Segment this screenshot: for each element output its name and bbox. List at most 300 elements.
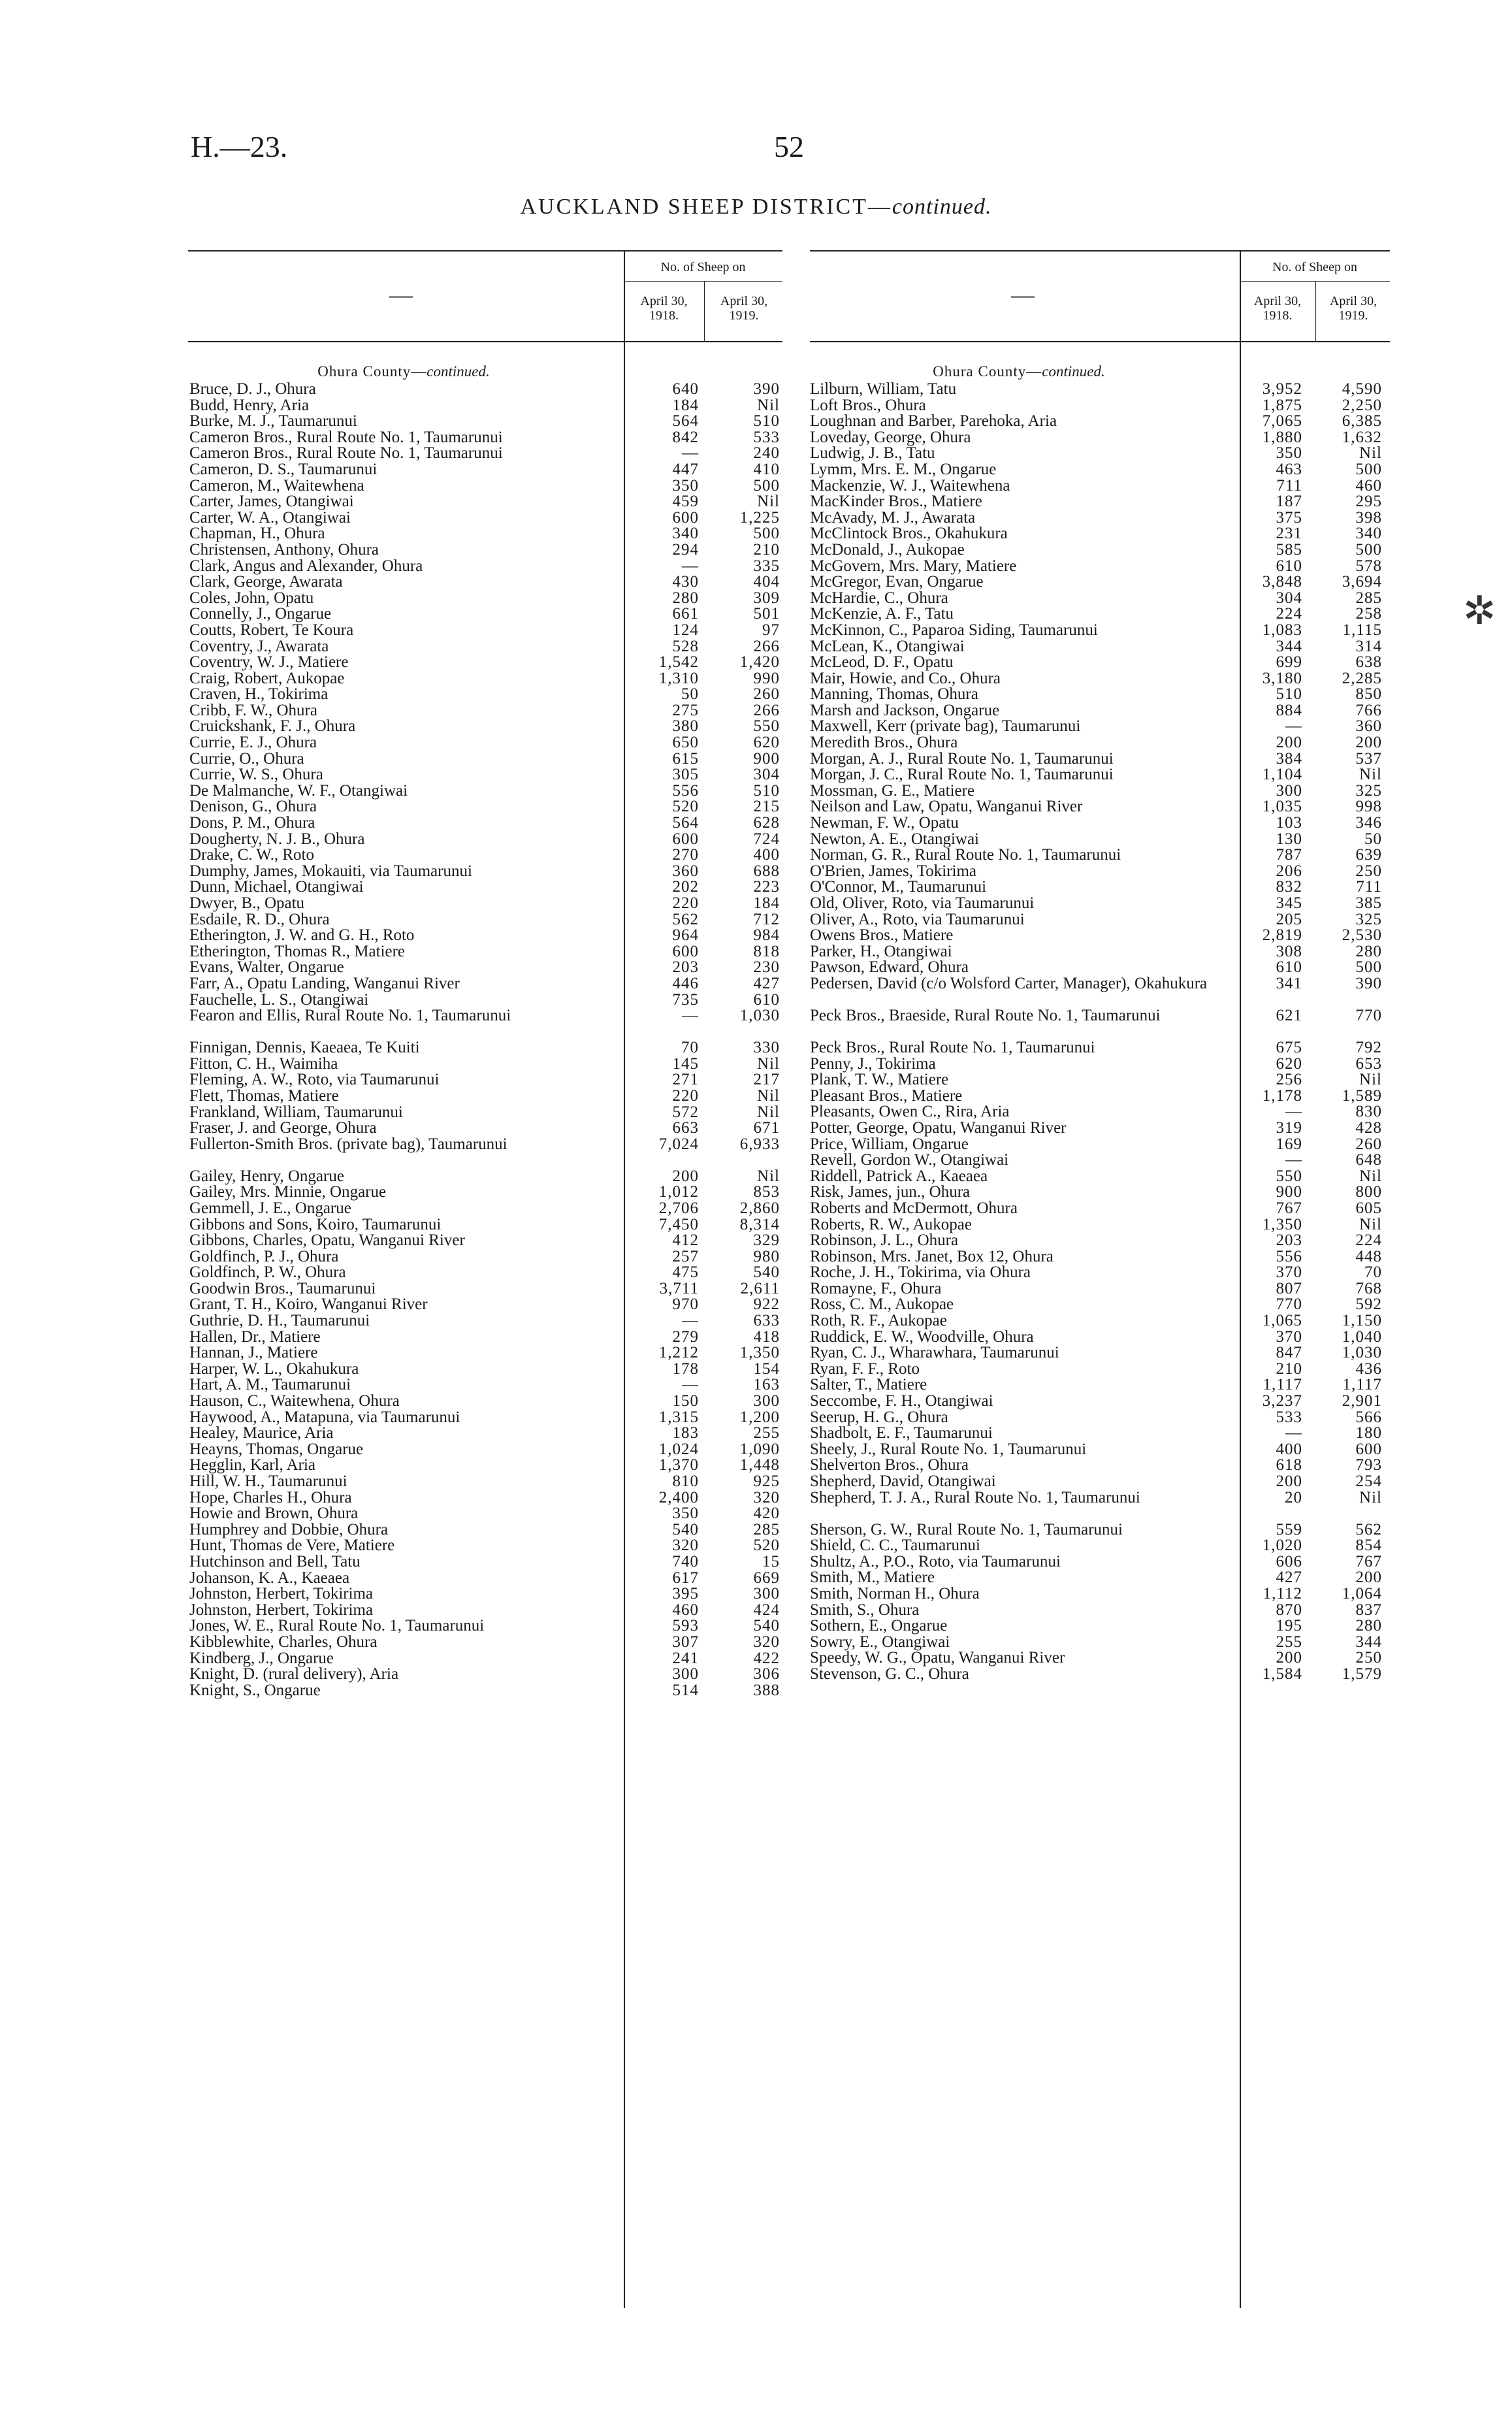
entry-name: Owens Bros., Matiere [810,926,954,945]
sheep-1918-value: 279 [672,1327,699,1346]
sheep-1918-value: 640 [672,380,699,398]
table-row [189,1137,780,1169]
table-row [189,462,780,478]
sheep-1919-value: 510 [753,781,780,800]
sheep-1918-value: — [1285,1103,1302,1121]
entry-name: Robinson, Mrs. Janet, Box 12, Ohura [810,1247,1054,1265]
sheep-1919-value: Nil [757,1054,780,1073]
sheep-1919-value: Nil [757,1086,780,1105]
sheep-1919-value: 260 [753,685,780,704]
sheep-1919-value: 6,933 [739,1135,780,1153]
table-row [189,1249,780,1265]
sheep-1919-value: 818 [753,942,780,960]
table-row [810,1522,1388,1538]
sheep-1918-value: 256 [1276,1071,1302,1089]
sheep-1919-value: 163 [753,1376,780,1394]
sheep-1918-value: — [1285,1424,1302,1442]
entry-name: Norman, G. R., Rural Route No. 1, Taumarunui [810,846,1121,864]
entry-name: Fauchelle, L. S., Otangiwai [189,990,369,1009]
table-row [810,559,1388,575]
sheep-1918-value: 308 [1276,942,1302,960]
sheep-1919-value: 1,632 [1342,428,1382,446]
entry-name: Dougherty, N. J. B., Ohura [189,830,365,848]
sheep-1919-value: Nil [757,493,780,511]
sheep-1919-value: 320 [753,1633,780,1651]
sheep-1919-value: 250 [1355,1649,1382,1667]
entry-name: Coutts, Robert, Te Koura [189,621,354,639]
entry-name: Howie and Brown, Ohura [189,1504,359,1523]
entry-name: Hegglin, Karl, Aria [189,1456,316,1474]
entry-name: MacKinder Bros., Matiere [810,493,982,511]
table-row [810,1650,1388,1667]
left-year-divider [704,281,705,341]
entry-name: Gailey, Henry, Ongarue [189,1167,344,1185]
table-row [810,1088,1388,1105]
sheep-1918-value: 220 [672,894,699,912]
entry-name: Haywood, A., Matapuna, via Taumarunui [189,1408,460,1426]
table-row [189,1088,780,1105]
sheep-1919-value: 306 [753,1665,780,1683]
entry-name: Hunt, Thomas de Vere, Matiere [189,1537,395,1555]
table-row [189,1474,780,1490]
sheep-1918-value: 2,706 [658,1199,699,1217]
sheep-1918-value: 319 [1276,1118,1302,1137]
table-row [810,1120,1388,1137]
entry-name: Loft Bros., Ohura [810,396,926,414]
sheep-1919-value: 533 [753,428,780,446]
entry-name: Hart, A. M., Taumarunui [189,1376,351,1394]
entry-name: Revell, Gordon W., Otangiwai [810,1151,1009,1169]
sheep-1919-value: 4,590 [1342,380,1382,398]
sheep-1918-value: 1,875 [1262,396,1302,414]
sheep-1919-value: 501 [753,605,780,623]
entry-name: Smith, M., Matiere [810,1569,935,1587]
entry-name: Clark, George, Awarata [189,573,343,591]
table-row [810,1410,1388,1426]
sheep-1919-value: 410 [753,460,780,478]
table-row [810,1618,1388,1634]
sheep-1918-value: 1,024 [658,1440,699,1458]
sheep-1919-value: 2,611 [740,1279,780,1297]
sheep-1918-value: 618 [1276,1456,1302,1474]
sheep-1918-value: — [682,1007,699,1025]
table-row [189,719,780,735]
sheep-1919-value: 3,694 [1342,573,1382,591]
table-row [189,992,780,1009]
entry-name: Robinson, J. L., Ohura [810,1231,959,1250]
table-row [189,655,780,671]
entry-name: Shepherd, David, Otangiwai [810,1472,996,1490]
left-county-subheading: Ohura County—continued. [317,363,490,380]
sheep-1919-value: 254 [1355,1472,1382,1490]
sheep-1918-value: 305 [672,766,699,784]
entry-name: Guthrie, D. H., Taumarunui [189,1312,370,1330]
sheep-1918-value: 7,065 [1262,412,1302,431]
sheep-1918-value: 787 [1276,846,1302,864]
sheep-1919-value: 385 [1355,894,1382,912]
entry-name: Oliver, A., Roto, via Taumarunui [810,910,1025,928]
entry-name: Connelly, J., Ongarue [189,605,332,623]
sheep-1919-value: 280 [1355,1617,1382,1635]
table-row [810,1474,1388,1490]
entry-name: Seccombe, F. H., Otangiwai [810,1392,993,1410]
entry-name: Manning, Thomas, Ohura [810,685,978,704]
right-header-bottom-rule [810,341,1390,342]
table-row [189,832,780,848]
right-header-dash: — [1011,282,1035,308]
sheep-1918-value: 7,450 [658,1215,699,1233]
table-row [189,1425,780,1442]
table-row [810,1313,1388,1329]
table-row [810,1554,1388,1570]
left-1919-header: April 30, 1919. [720,294,768,323]
sheep-1919-value: 266 [753,701,780,719]
sheep-1918-value: 384 [1276,749,1302,768]
sheep-1919-value: 1,040 [1342,1327,1382,1346]
table-row [189,1329,780,1346]
sheep-1919-value: 325 [1355,910,1382,928]
page-number: 52 [774,130,804,163]
sheep-1918-value: 430 [672,573,699,591]
sheep-1918-value: 178 [672,1359,699,1378]
table-row [189,1169,780,1185]
sheep-1918-value: — [682,1376,699,1394]
sheep-1918-value: 350 [672,1504,699,1523]
sheep-1918-value: — [1285,1151,1302,1169]
sheep-1919-value: Nil [1359,444,1382,463]
table-row [810,719,1388,735]
table-row [810,687,1388,703]
sheep-1918-value: 1,020 [1262,1537,1302,1555]
sheep-1919-value: 390 [753,380,780,398]
sheep-1918-value: 3,848 [1262,573,1302,591]
table-row [810,1490,1388,1522]
table-row [810,815,1388,832]
sheep-1918-value: 884 [1276,701,1302,719]
table-row [189,1008,780,1040]
sheep-1919-value: 230 [753,958,780,977]
sheep-1919-value: 2,530 [1342,926,1382,945]
sheep-1918-value: 600 [672,508,699,527]
entry-name: Coventry, J., Awarata [189,637,329,655]
sheep-1919-value: 260 [1355,1135,1382,1153]
entry-name: Jones, W. E., Rural Route No. 1, Taumarunui [189,1617,485,1635]
sheep-1919-value: 422 [753,1649,780,1667]
entry-name: Flett, Thomas, Matiere [189,1086,339,1105]
table-row [189,703,780,719]
entry-name: Price, William, Ongarue [810,1135,969,1153]
sheep-1919-value: Nil [1359,1488,1382,1506]
entry-name: Peck Bros., Braeside, Rural Route No. 1, Taumarunui [810,1006,1161,1024]
entry-name: Sowry, E., Otangiwai [810,1633,950,1651]
sheep-1919-value: Nil [757,396,780,414]
entry-name: Roche, J. H., Tokirima, via Ohura [810,1263,1031,1282]
entry-name: Drake, C. W., Roto [189,846,314,864]
sheep-1918-value: 380 [672,717,699,736]
entry-name: Sothern, E., Ongarue [810,1617,948,1635]
table-row [189,430,780,446]
sheep-1919-value: 853 [753,1183,780,1201]
sheep-1919-value: 2,901 [1342,1392,1382,1410]
sheep-1918-value: 514 [672,1681,699,1699]
sheep-1918-value: 675 [1276,1038,1302,1056]
table-row [810,446,1388,462]
sheep-1918-value: 842 [672,428,699,446]
entry-name: De Malmanche, W. F., Otangiwai [189,781,408,800]
sheep-1919-value: 1,420 [739,653,780,672]
sheep-1918-value: 400 [1276,1440,1302,1458]
sheep-1919-value: 768 [1355,1279,1382,1297]
sheep-1919-value: Nil [757,1103,780,1121]
sheep-1918-value: 345 [1276,894,1302,912]
entry-name: Cameron Bros., Rural Route No. 1, Taumarunui [189,428,503,446]
table-row [189,928,780,944]
sheep-1919-value: 620 [753,734,780,752]
left-sheep-rule [624,281,782,282]
left-header-dash: — [389,282,413,308]
entry-name: Pleasant Bros., Matiere [810,1086,963,1105]
sheep-1918-value: 412 [672,1231,699,1250]
entry-name: Hannan, J., Matiere [189,1344,318,1362]
entry-name: Plank, T. W., Matiere [810,1071,949,1089]
sheep-1919-value: 215 [753,798,780,816]
entry-name: Gailey, Mrs. Minnie, Ongarue [189,1183,387,1201]
sheep-1919-value: 266 [753,637,780,655]
sheep-1919-value: 1,350 [739,1344,780,1362]
sheep-1919-value: 500 [1355,958,1382,977]
sheep-1918-value: 620 [1276,1054,1302,1073]
table-row [810,1570,1388,1586]
sheep-1918-value: 1,584 [1262,1665,1302,1683]
sheep-1918-value: 1,112 [1263,1584,1302,1602]
entry-name: Gemmell, J. E., Ongarue [189,1199,351,1217]
table-row [189,799,780,815]
sheep-1918-value: 3,180 [1262,669,1302,687]
sheep-1918-value: 1,350 [1262,1215,1302,1233]
table-row [810,735,1388,751]
sheep-1918-value: 70 [681,1039,699,1057]
table-row [810,1008,1388,1040]
table-row [810,494,1388,510]
sheep-1919-value: 648 [1355,1151,1382,1169]
sheep-1918-value: 540 [672,1520,699,1538]
sheep-1918-value: 564 [672,412,699,431]
sheep-1919-value: 669 [753,1569,780,1587]
sheep-1919-value: 210 [753,540,780,559]
sheep-1918-value: 360 [672,862,699,880]
sheep-1918-value: 1,542 [658,653,699,672]
table-row [189,1040,780,1056]
entry-name: Currie, E. J., Ohura [189,734,317,752]
sheep-1919-value: 295 [1355,493,1382,511]
entry-name: Gibbons, Charles, Opatu, Wanganui River [189,1231,465,1250]
sheep-1918-value: 187 [1276,493,1302,511]
sheep-1919-value: 460 [1355,476,1382,495]
table-row [810,928,1388,944]
entry-name: Goodwin Bros., Taumarunui [189,1279,376,1297]
table-row [810,574,1388,591]
table-row [810,960,1388,976]
sheep-1919-value: 217 [753,1071,780,1089]
entry-name: Maxwell, Kerr (private bag), Taumarunui [810,717,1081,736]
sheep-1918-value: 427 [1276,1569,1302,1587]
sheep-1918-value: 533 [1276,1408,1302,1426]
sheep-1918-value: 600 [672,830,699,848]
table-row [810,783,1388,800]
entry-name: McKenzie, A. F., Tatu [810,605,954,623]
table-row [189,735,780,751]
sheep-1919-value: 255 [753,1424,780,1442]
sheep-1919-value: 592 [1355,1295,1382,1314]
table-row [189,1313,780,1329]
sheep-1919-value: 767 [1355,1552,1382,1570]
table-row [810,1602,1388,1619]
sheep-1919-value: 500 [1355,540,1382,559]
sheep-1918-value: 520 [672,798,699,816]
sheep-1918-value: 307 [672,1633,699,1651]
sheep-1919-value: 766 [1355,701,1382,719]
table-row [810,703,1388,719]
sheep-1919-value: 724 [753,830,780,848]
table-row [189,1281,780,1297]
sheep-1918-value: 600 [672,942,699,960]
entry-name: McKinnon, C., Paparoa Siding, Taumarunui [810,621,1098,639]
entry-name: Newman, F. W., Opatu [810,814,959,832]
entry-name: Shepherd, T. J. A., Rural Route No. 1, Taumarunui [810,1488,1140,1506]
sheep-1918-value: 606 [1276,1552,1302,1570]
left-header-bottom-rule [188,341,782,342]
entry-name: Bruce, D. J., Ohura [189,380,316,398]
table-row [189,944,780,960]
sheep-1919-value: 427 [753,974,780,992]
sheep-1918-value: 870 [1276,1601,1302,1619]
sheep-1919-value: 448 [1355,1247,1382,1265]
sheep-1918-value: 970 [672,1295,699,1314]
table-row [810,1393,1388,1410]
table-row [189,864,780,880]
table-row [810,1329,1388,1346]
sheep-1918-value: 767 [1276,1199,1302,1217]
table-row [189,1393,780,1410]
table-row [189,1506,780,1522]
sheep-1919-value: Nil [1359,1215,1382,1233]
sheep-1918-value: 3,952 [1262,380,1302,398]
sheep-1919-value: 537 [1355,749,1382,768]
entry-name: Harper, W. L., Okahukura [189,1359,359,1378]
sheep-1919-value: 325 [1355,781,1382,800]
table-row [189,1618,780,1634]
table-row [189,1570,780,1587]
sheep-1919-value: 578 [1355,557,1382,575]
sheep-1918-value: 1,370 [658,1456,699,1474]
sheep-1918-value: 7,024 [658,1135,699,1153]
sheep-1919-value: 335 [753,557,780,575]
sheep-1919-value: 550 [753,717,780,736]
sheep-1919-value: 285 [753,1520,780,1538]
sheep-1918-value: 810 [672,1472,699,1490]
sheep-1918-value: 375 [1276,508,1302,527]
table-row [810,1056,1388,1073]
sheep-1918-value: 271 [672,1071,699,1089]
table-row [810,1457,1388,1474]
sheep-1919-value: 1,115 [1342,621,1382,639]
table-row [189,414,780,430]
sheep-1919-value: Nil [1359,1167,1382,1185]
sheep-1919-value: 671 [753,1119,780,1137]
entry-name: Mackenzie, W. J., Waitewhena [810,476,1010,495]
table-row [810,1233,1388,1249]
sheep-1919-value: 600 [1355,1440,1382,1458]
entry-name: Coventry, W. J., Matiere [189,653,349,672]
sheep-1919-value: 1,448 [739,1456,780,1474]
table-row [189,1667,780,1683]
table-row [189,976,780,992]
sheep-1918-value: 200 [1276,1472,1302,1490]
right-county-subheading: Ohura County—continued. [933,363,1105,380]
entry-name: Shield, C. C., Taumarunui [810,1537,980,1555]
entry-name: Kibblewhite, Charles, Ohura [189,1633,378,1651]
table-row [810,847,1388,864]
sheep-1919-value: 300 [753,1585,780,1603]
sheep-1918-value: 224 [1276,605,1302,623]
sheep-1918-value: 556 [672,781,699,800]
sheep-1918-value: 206 [1276,862,1302,880]
sheep-1919-value: 70 [1364,1263,1382,1282]
entry-name: Etherington, Thomas R., Matiere [189,942,406,960]
sheep-1919-value: 922 [753,1295,780,1314]
sheep-1919-value: 1,030 [1342,1344,1382,1362]
entry-name: Peck Bros., Rural Route No. 1, Taumarunui [810,1038,1095,1056]
sheep-1918-value: 615 [672,749,699,768]
sheep-1918-value: 50 [681,685,699,704]
table-row [810,1361,1388,1378]
entry-name: Loughnan and Barber, Parehoka, Aria [810,412,1057,431]
table-row [189,574,780,591]
entry-name: Fearon and Ellis, Rural Route No. 1, Taumarunui [189,1007,511,1025]
table-row [189,1586,780,1602]
entry-name: Cameron Bros., Rural Route No. 1, Taumarunui [189,444,503,463]
report-reference: H.—23. [191,130,288,163]
entry-name: Lilburn, William, Tatu [810,380,957,398]
sheep-1919-value: 200 [1355,734,1382,752]
entry-name: Newton, A. E., Otangiwai [810,830,979,848]
sheep-1918-value: 202 [672,878,699,896]
entry-name: Gibbons and Sons, Koiro, Taumarunui [189,1215,442,1233]
table-row [810,1667,1388,1683]
entry-name: Carter, W. A., Otangiwai [189,508,351,527]
sheep-1919-value: 418 [753,1327,780,1346]
table-row [810,606,1388,623]
table-row [810,1040,1388,1056]
sheep-1919-value: 1,200 [739,1408,780,1426]
table-row [189,815,780,832]
entry-name: Pleasants, Owen C., Rira, Aria [810,1103,1010,1121]
table-row [810,1297,1388,1313]
sheep-1918-value: 1,035 [1262,798,1302,816]
sheep-1919-value: 712 [753,910,780,928]
sheep-1919-value: 15 [762,1552,780,1570]
sheep-1918-value: 203 [1276,1231,1302,1250]
sheep-1919-value: 344 [1355,1633,1382,1651]
table-row [189,1554,780,1570]
table-row [810,912,1388,928]
sheep-1918-value: 447 [672,460,699,478]
table-row [189,912,780,928]
entry-name: Coles, John, Opatu [189,589,314,607]
table-row [810,1152,1388,1169]
table-row [189,1184,780,1201]
table-row [189,494,780,510]
